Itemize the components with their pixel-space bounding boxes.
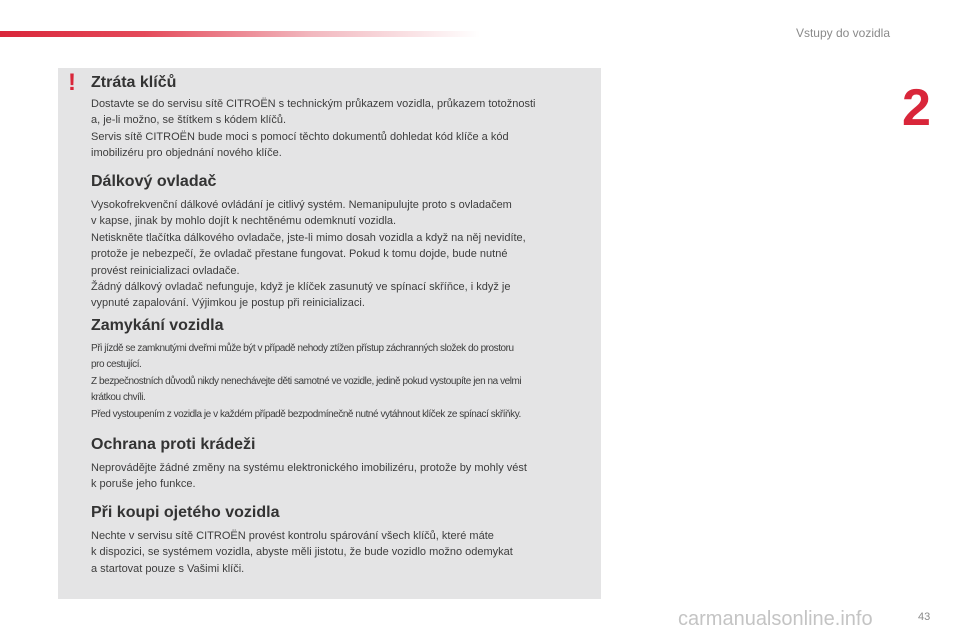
text-line: a, je-li možno, se štítkem s kódem klíčů. — [91, 114, 287, 127]
text-line: vypnuté zapalování. Výjimkou je postup při reinicializaci. — [91, 297, 365, 310]
chapter-number: 2 — [902, 79, 931, 137]
text-line: Servis sítě CITROËN bude moci s pomocí těchto dokumentů dohledat kód klíče a kód — [91, 130, 509, 143]
text-line: Před vystoupením z vozidla je v každém případě bezpodmínečně nutné vytáhnout klíček ze spínací skříňky. — [91, 408, 521, 420]
text-line: Neprovádějte žádné změny na systému elektronického imobilizéru, protože by mohly vést — [91, 462, 527, 474]
watermark: carmanualsonline.info — [678, 608, 873, 630]
text-line: imobilizéru pro objednání nového klíče. — [91, 147, 282, 160]
text-line: Vysokofrekvenční dálkové ovládání je citlivý systém. Nemanipulujte proto s ovladačem — [91, 199, 512, 211]
text-line: Žádný dálkový ovladač nefunguje, když je klíček zasunutý ve spínací skříňce, i když je — [91, 281, 511, 294]
heading-used-vehicle: Při koupi ojetého vozidla — [91, 504, 280, 521]
header-accent-bar — [0, 31, 480, 37]
text-line: k dispozici, se systémem vozidla, abyste měli jistotu, že bude vozidlo možno odemykat — [91, 546, 513, 559]
text-line: Nechte v servisu sítě CITROËN provést kontrolu spárování všech klíčů, které máte — [91, 530, 494, 542]
text-line: Při jízdě se zamknutými dveřmi může být v případě nehody ztížen přístup záchranných složek do prostoru — [91, 343, 514, 354]
text-line: pro cestující. — [91, 359, 142, 371]
text-line: Z bezpečnostních důvodů nikdy nenechávejte děti samotné ve vozidle, jedině pokud vystoupíte jen na velmi — [91, 375, 522, 387]
heading-vehicle-locking: Zamykání vozidla — [91, 317, 224, 334]
text-line: Netiskněte tlačítka dálkového ovladače, jste-li mimo dosah vozidla a když na něj nevidíte, — [91, 231, 526, 244]
text-line: a startovat pouze s Vašimi klíči. — [91, 562, 245, 575]
text-line: krátkou chvíli. — [91, 392, 146, 404]
page-number: 43 — [918, 611, 931, 623]
text-line: protože je nebezpečí, že ovladač přestane fungovat. Pokud k tomu dojde, bude nutné — [91, 248, 508, 261]
paragraph-theft-protection — [91, 460, 597, 493]
text-line: Dostavte se do servisu sítě CITROËN s technickým průkazem vozidla, průkazem totožnosti — [91, 98, 536, 110]
paragraph-lost-keys — [91, 96, 597, 162]
text-line: k poruše jeho funkce. — [91, 478, 196, 491]
text-line: v kapse, jinak by mohlo dojít k nechtěnému odemknutí vozidla. — [91, 215, 397, 228]
heading-remote-control: Dálkový ovladač — [91, 173, 217, 190]
heading-theft-protection: Ochrana proti krádeži — [91, 436, 256, 453]
paragraph-remote-control — [91, 197, 597, 312]
paragraph-used-vehicle — [91, 528, 597, 577]
section-title: Vstupy do vozidla — [795, 26, 890, 40]
paragraph-vehicle-locking — [91, 341, 597, 423]
warning-icon: ! — [68, 69, 76, 96]
text-line: provést reinicializaci ovladače. — [91, 264, 240, 277]
heading-lost-keys: Ztráta klíčů — [91, 74, 177, 91]
